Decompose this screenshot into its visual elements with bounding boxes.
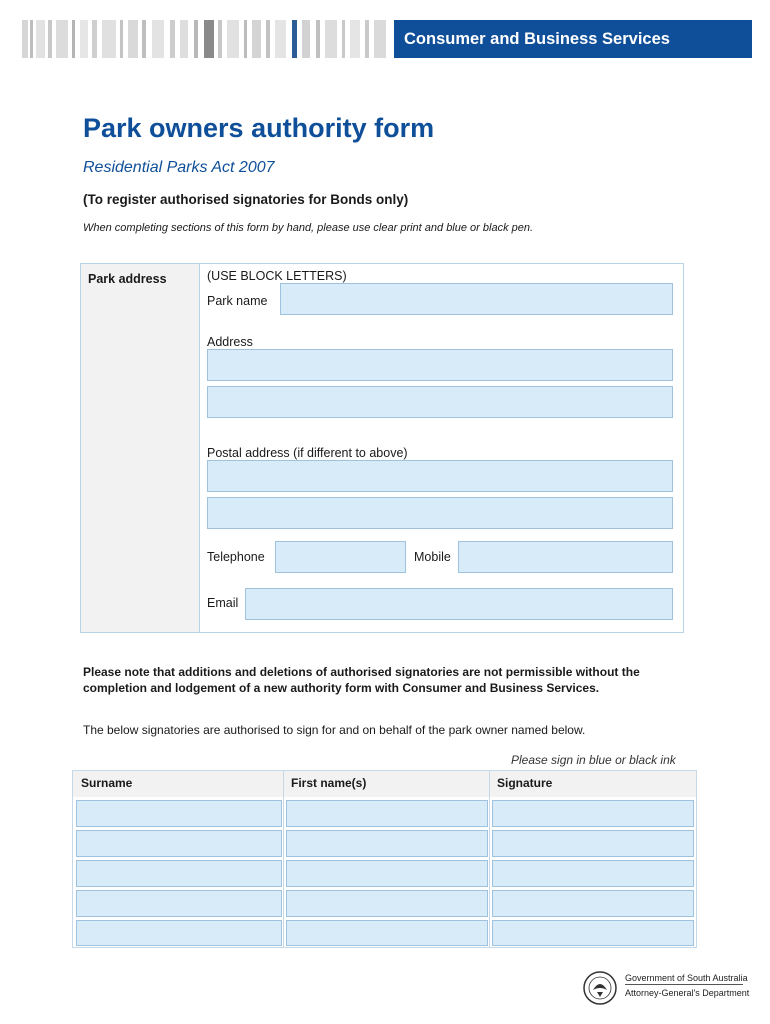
signature-cell[interactable] [492,830,694,857]
first-name-cell[interactable] [286,920,488,946]
first-name-cell[interactable] [286,800,488,827]
government-crest-icon [580,970,620,1006]
first-name-cell[interactable] [286,830,488,857]
mobile-field[interactable] [458,541,673,573]
postal-address-label: Postal address (if different to above) [207,446,408,460]
footer-divider [625,984,743,985]
brand-banner: Consumer and Business Services [394,20,752,58]
signature-cell[interactable] [492,860,694,887]
surname-cell[interactable] [76,920,282,946]
signature-cell[interactable] [492,890,694,917]
park-address-label-column [81,264,200,632]
first-name-cell[interactable] [286,860,488,887]
footer-government-name: Government of South Australia [625,973,748,983]
surname-cell[interactable] [76,890,282,917]
authorised-statement: The below signatories are authorised to sign for and on behalf of the park owner named below. [83,723,586,737]
park-name-field[interactable] [280,283,673,315]
address-line-1-field[interactable] [207,349,673,381]
page-title: Park owners authority form [83,113,435,143]
form-purpose: (To register authorised signatories for Bonds only) [83,192,409,207]
postal-line-2-field[interactable] [207,497,673,529]
column-header-signature: Signature [497,776,553,790]
column-divider [489,771,490,947]
sign-ink-note: Please sign in blue or black ink [511,753,676,767]
postal-line-1-field[interactable] [207,460,673,492]
form-instruction: When completing sections of this form by hand, please use clear print and blue or black pen. [83,222,534,234]
address-line-2-field[interactable] [207,386,673,418]
signature-cell[interactable] [492,920,694,946]
surname-cell[interactable] [76,830,282,857]
column-header-first-names: First name(s) [291,776,367,790]
surname-cell[interactable] [76,860,282,887]
footer-department-name: Attorney-General's Department [625,988,750,998]
telephone-field[interactable] [275,541,406,573]
column-header-surname: Surname [81,776,133,790]
lodgement-note: Please note that additions and deletions of authorised signatories are not permissible without the completion and lodgement of a new authority form with Consumer and Business Services. [83,665,640,695]
address-label: Address [207,335,253,349]
email-field[interactable] [245,588,673,620]
email-label: Email [207,596,239,610]
surname-cell[interactable] [76,800,282,827]
column-divider [283,771,284,947]
telephone-label: Telephone [207,550,265,564]
first-name-cell[interactable] [286,890,488,917]
park-name-label: Park name [207,294,268,308]
mobile-label: Mobile [414,550,451,564]
signature-cell[interactable] [492,800,694,827]
table-header [73,771,696,797]
header-stripes [22,20,394,58]
block-letters-note: (USE BLOCK LETTERS) [207,269,347,283]
page-subtitle: Residential Parks Act 2007 [83,159,275,176]
park-address-heading: Park address [88,272,167,286]
